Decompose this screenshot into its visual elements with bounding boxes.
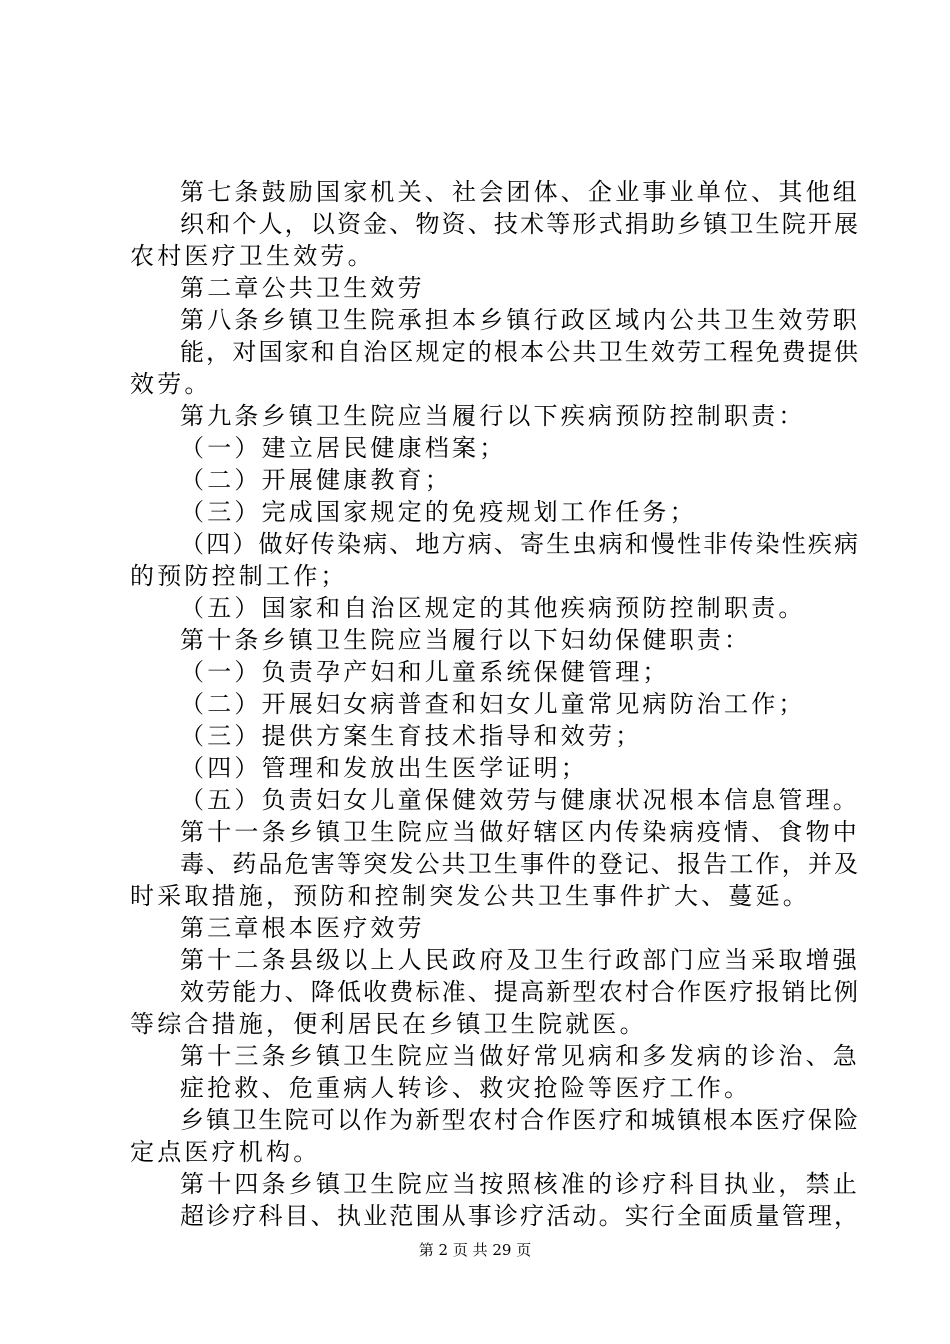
text-line: 等综合措施，便利居民在乡镇卫生院就医。 (130, 1010, 647, 1038)
list-item: （一）负责孕产妇和儿童系统保健管理； (180, 658, 670, 686)
list-item: （五）负责妇女儿童保健效劳与健康状况根本信息管理。 (180, 786, 860, 814)
list-item: （四）管理和发放出生医学证明； (180, 754, 588, 782)
chapter-heading: 第三章根本医疗效劳 (180, 914, 425, 942)
text-line: 第七条鼓励国家机关、社会团体、企业事业单位、其他组 (180, 178, 860, 206)
text-line: 定点医疗机构。 (130, 1138, 321, 1166)
list-item: （三）完成国家规定的免疫规划工作任务； (180, 498, 697, 526)
text-line: 第八条乡镇卫生院承担本乡镇行政区域内公共卫生效劳职 (180, 306, 860, 334)
chapter-heading: 第二章公共卫生效劳 (180, 274, 425, 302)
text-line: 时采取措施，预防和控制突发公共卫生事件扩大、蔓延。 (130, 882, 810, 910)
list-item: （五）国家和自治区规定的其他疾病预防控制职责。 (180, 594, 806, 622)
text-line: 效劳能力、降低收费标准、提高新型农村合作医疗报销比例 (180, 978, 861, 1006)
text-line: 乡镇卫生院可以作为新型农村合作医疗和城镇根本医疗保险 (180, 1106, 861, 1134)
list-item: （一）建立居民健康档案； (180, 434, 507, 462)
text-line: 的预防控制工作； (130, 562, 348, 590)
text-line: 农村医疗卫生效劳。 (130, 242, 375, 270)
text-line: 第十二条县级以上人民政府及卫生行政部门应当采取增强 (180, 946, 860, 974)
text-line: 第九条乡镇卫生院应当履行以下疾病预防控制职责： (180, 402, 806, 430)
text-line: 效劳。 (130, 370, 212, 398)
text-line: 第十条乡镇卫生院应当履行以下妇幼保健职责： (180, 626, 752, 654)
text-line: 第十四条乡镇卫生院应当按照核准的诊疗科目执业，禁止 (180, 1170, 860, 1198)
text-line: 症抢救、危重病人转诊、救灾抢险等医疗工作。 (180, 1074, 752, 1102)
text-line: 第十一条乡镇卫生院应当做好辖区内传染病疫情、食物中 (180, 818, 860, 846)
list-item: （二）开展健康教育； (180, 466, 452, 494)
text-line: 第十三条乡镇卫生院应当做好常见病和多发病的诊治、急 (180, 1042, 860, 1070)
text-line: 超诊疗科目、执业范围从事诊疗活动。实行全面质量管理， (180, 1202, 861, 1230)
text-line: 能，对国家和自治区规定的根本公共卫生效劳工程免费提供 (180, 338, 861, 366)
list-item: （四）做好传染病、地方病、寄生虫病和慢性非传染性疾病 (180, 530, 861, 558)
text-line: 毒、药品危害等突发公共卫生事件的登记、报告工作，并及 (180, 850, 861, 878)
page-number-footer: 第 2 页 共 29 页 (418, 1241, 532, 1259)
list-item: （三）提供方案生育技术指导和效劳； (180, 722, 643, 750)
text-line: 织和个人，以资金、物资、技术等形式捐助乡镇卫生院开展 (180, 210, 861, 238)
list-item: （二）开展妇女病普查和妇女儿童常见病防治工作； (180, 690, 806, 718)
